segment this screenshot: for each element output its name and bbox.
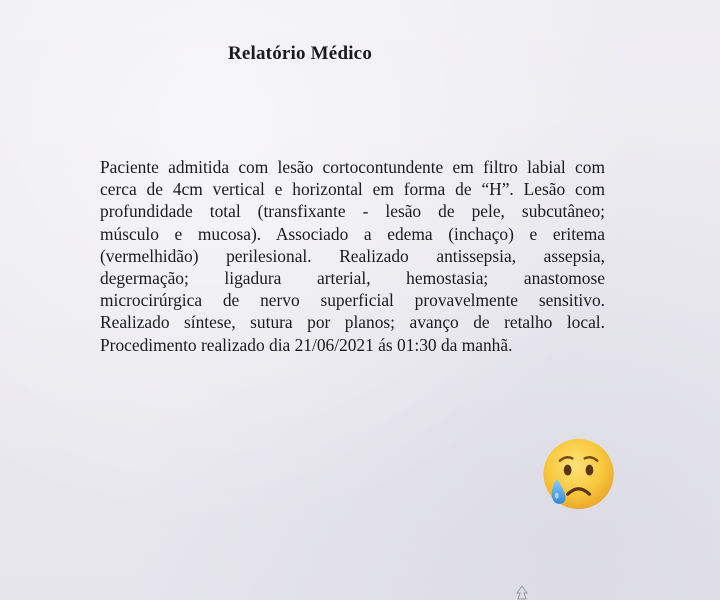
medical-report-paragraph xyxy=(100,156,605,356)
paper-mark-icon xyxy=(515,585,529,600)
paragraph-line: Procedimento realizado dia 21/06/2021 ás 01:30 da manhã. xyxy=(100,334,513,355)
crying-face-icon xyxy=(538,435,616,513)
paragraph-line: degermação; ligadura arterial, hemostasia; anastomose xyxy=(100,268,605,289)
paragraph-line: profundidade total (transfixante - lesão de pele, subcutâneo; xyxy=(100,201,605,222)
paragraph-line: (vermelhidão) perilesional. Realizado antissepsia, assepsia, xyxy=(100,245,605,266)
paragraph-line: músculo e mucosa). Associado a edema (inchaço) e eritema xyxy=(100,223,605,244)
paragraph-line: cerca de 4cm vertical e horizontal em forma de “H”. Lesão com xyxy=(100,179,605,200)
paragraph-line: microcirúrgica de nervo superficial provavelmente sensitivo. xyxy=(100,290,605,311)
document-title: Relatório Médico xyxy=(227,43,373,64)
paragraph-line: Realizado síntese, sutura por planos; avanço de retalho local. xyxy=(100,312,605,333)
paragraph-line: Paciente admitida com lesão cortocontundente em filtro labial com xyxy=(100,157,605,177)
